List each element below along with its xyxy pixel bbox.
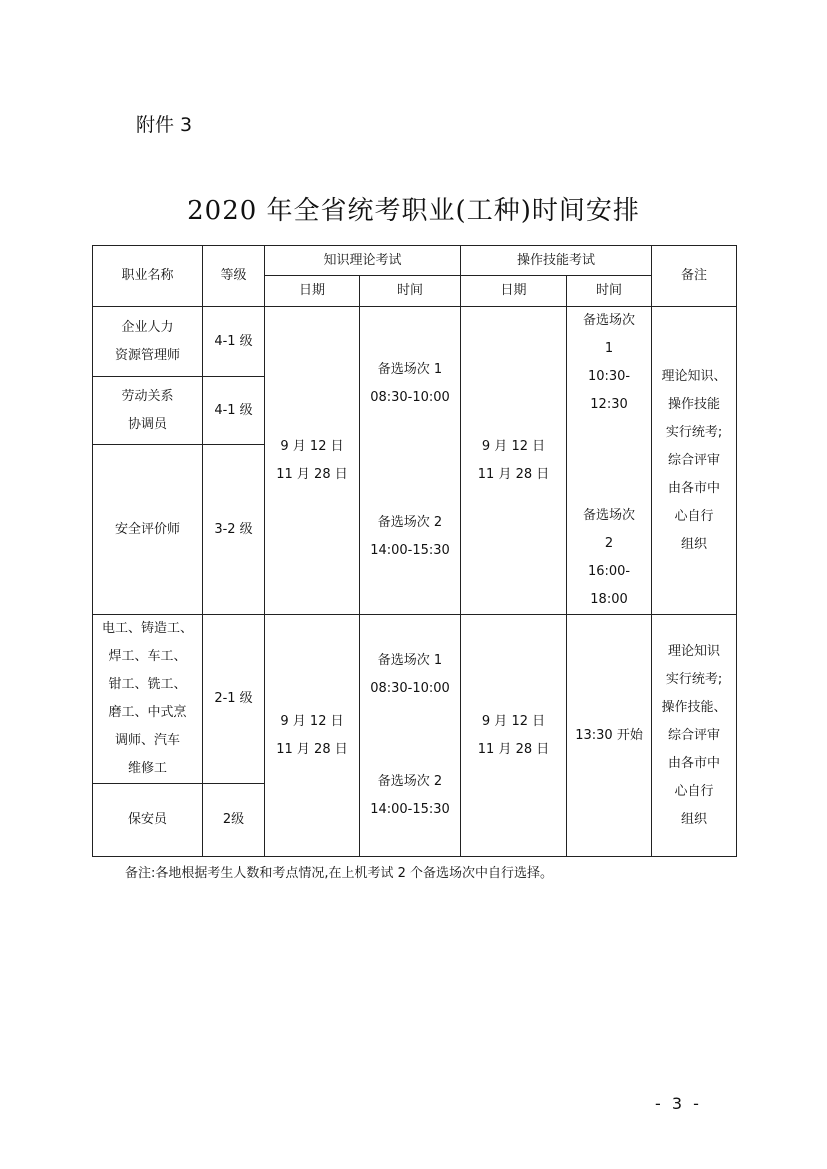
skill-date-cell: 9 月 12 日 11 月 28 日: [461, 615, 567, 857]
level-cell: 4-1 级: [203, 377, 265, 445]
header-skill-date: 日期: [461, 276, 567, 307]
header-knowledge-exam: 知识理论考试: [265, 246, 461, 276]
schedule-table: [92, 245, 737, 857]
header-occupation: 职业名称: [93, 246, 203, 307]
occupation-cell: 电工、铸造工、 焊工、车工、 钳工、铣工、 磨工、中式烹 调师、汽车 维修工: [93, 615, 203, 784]
document-title: 2020 年全省统考职业(工种)时间安排: [187, 196, 640, 226]
knowledge-time-cell: 备选场次 1 08:30-10:00 备选场次 2 14:00-15:30: [360, 615, 461, 857]
occupation-cell: 劳动关系 协调员: [93, 377, 203, 445]
header-skill-time: 时间: [567, 276, 652, 307]
footnote: 备注:各地根据考生人数和考点情况,在上机考试 2 个备选场次中自行选择。: [125, 866, 554, 881]
knowledge-time-cell: 备选场次 1 08:30-10:00 备选场次 2 14:00-15:30: [360, 307, 461, 615]
occupation-cell: 保安员: [93, 784, 203, 857]
occupation-cell: 企业人力 资源管理师: [93, 307, 203, 377]
skill-date-cell: 9 月 12 日 11 月 28 日: [461, 307, 567, 615]
header-knowledge-date: 日期: [265, 276, 360, 307]
knowledge-date-cell: 9 月 12 日 11 月 28 日: [265, 615, 360, 857]
skill-time-cell: 13:30 开始: [567, 615, 652, 857]
level-cell: 4-1 级: [203, 307, 265, 377]
header-skill-exam: 操作技能考试: [461, 246, 652, 276]
skill-time-cell: 备选场次 1 10:30- 12:30 备选场次 2 16:00- 18:00: [567, 307, 652, 615]
header-level: 等级: [203, 246, 265, 307]
occupation-cell: 安全评价师: [93, 445, 203, 615]
page-number: - 3 -: [655, 1094, 702, 1113]
header-knowledge-time: 时间: [360, 276, 461, 307]
level-cell: 3-2 级: [203, 445, 265, 615]
header-remark: 备注: [652, 246, 737, 307]
level-cell: 2级: [203, 784, 265, 857]
remark-cell: 理论知识 实行统考; 操作技能、 综合评审 由各市中 心自行 组织: [652, 615, 737, 857]
remark-cell: 理论知识、 操作技能 实行统考; 综合评审 由各市中 心自行 组织: [652, 307, 737, 615]
knowledge-date-cell: 9 月 12 日 11 月 28 日: [265, 307, 360, 615]
attachment-label: 附件 3: [136, 114, 193, 136]
level-cell: 2-1 级: [203, 615, 265, 784]
